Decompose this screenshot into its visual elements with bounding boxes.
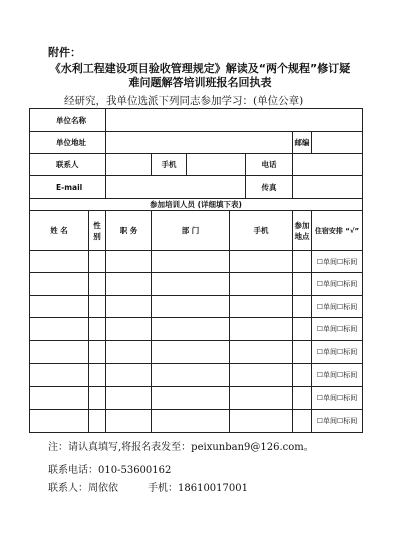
contact-mobile-value: 18610017001 <box>178 483 248 494</box>
postcode-label: 邮编 <box>293 132 312 154</box>
room-option[interactable]: ☐单间☐标间 <box>312 296 363 318</box>
table-row <box>30 296 363 318</box>
contact-label: 联系人：周依依 <box>48 483 118 494</box>
table-row <box>30 341 363 364</box>
intro-text: 经研究，我单位选派下列同志参加学习：(单位公章) <box>64 95 304 107</box>
table-row <box>30 364 363 387</box>
room-option[interactable]: ☐单间☐标间 <box>312 341 363 364</box>
col-position: 职 务 <box>106 211 152 251</box>
col-department: 部 门 <box>152 211 230 251</box>
room-option[interactable]: ☐单间☐标间 <box>312 251 363 273</box>
room-option[interactable]: ☐单间☐标间 <box>312 410 363 433</box>
participants-header: 参加培训人员 (详细填下表) <box>30 199 363 211</box>
col-mobile: 手机 <box>230 211 293 251</box>
document-title-line2: 难问题解答培训班报名回执表 <box>128 76 272 89</box>
room-option[interactable]: ☐单间☐标间 <box>312 364 363 387</box>
col-accommodation: 住宿安排 “√” <box>312 211 363 251</box>
col-name: 姓 名 <box>30 211 89 251</box>
room-option[interactable]: ☐单间☐标间 <box>312 273 363 296</box>
unit-name-field[interactable] <box>106 109 363 132</box>
fax-field[interactable] <box>293 176 363 199</box>
contact-person-label: 联系人 <box>30 154 106 176</box>
contact-phone <box>48 461 171 476</box>
room-option[interactable]: ☐单间☐标间 <box>312 318 363 341</box>
contact-person <box>48 479 248 494</box>
fax-label: 传真 <box>246 176 293 199</box>
email-field[interactable] <box>106 176 246 199</box>
telephone-label: 电话 <box>246 154 293 176</box>
table-row <box>30 410 363 433</box>
col-gender: 性 别 <box>89 211 106 251</box>
mobile-label: 手机 <box>152 154 187 176</box>
phone-value: 010-53600162 <box>98 465 172 476</box>
mobile-field[interactable] <box>187 154 246 176</box>
registration-form <box>29 108 363 433</box>
postcode-field[interactable] <box>312 132 363 154</box>
attachment-label: 附件： <box>48 46 81 59</box>
phone-label: 联系电话： <box>48 465 98 476</box>
document-title-line1: 《水利工程建设项目验收管理规定》解读及“两个规程”修订疑 <box>49 62 351 75</box>
room-option[interactable]: ☐单间☐标间 <box>312 387 363 410</box>
table-row <box>30 273 363 296</box>
table-row <box>30 387 363 410</box>
contact-mobile-label: 手机： <box>148 483 178 494</box>
email-label: E-mail <box>30 176 106 199</box>
unit-address-label: 单位地址 <box>30 132 106 154</box>
telephone-field[interactable] <box>293 154 363 176</box>
footer-note: 注：请认真填写,将报名表发至：peixunban9@126.com。 <box>48 442 314 453</box>
table-row <box>30 251 363 273</box>
contact-person-field[interactable] <box>106 154 152 176</box>
col-location: 参加 地点 <box>293 211 312 251</box>
unit-name-label: 单位名称 <box>30 109 106 132</box>
table-row <box>30 318 363 341</box>
unit-address-field[interactable] <box>106 132 293 154</box>
